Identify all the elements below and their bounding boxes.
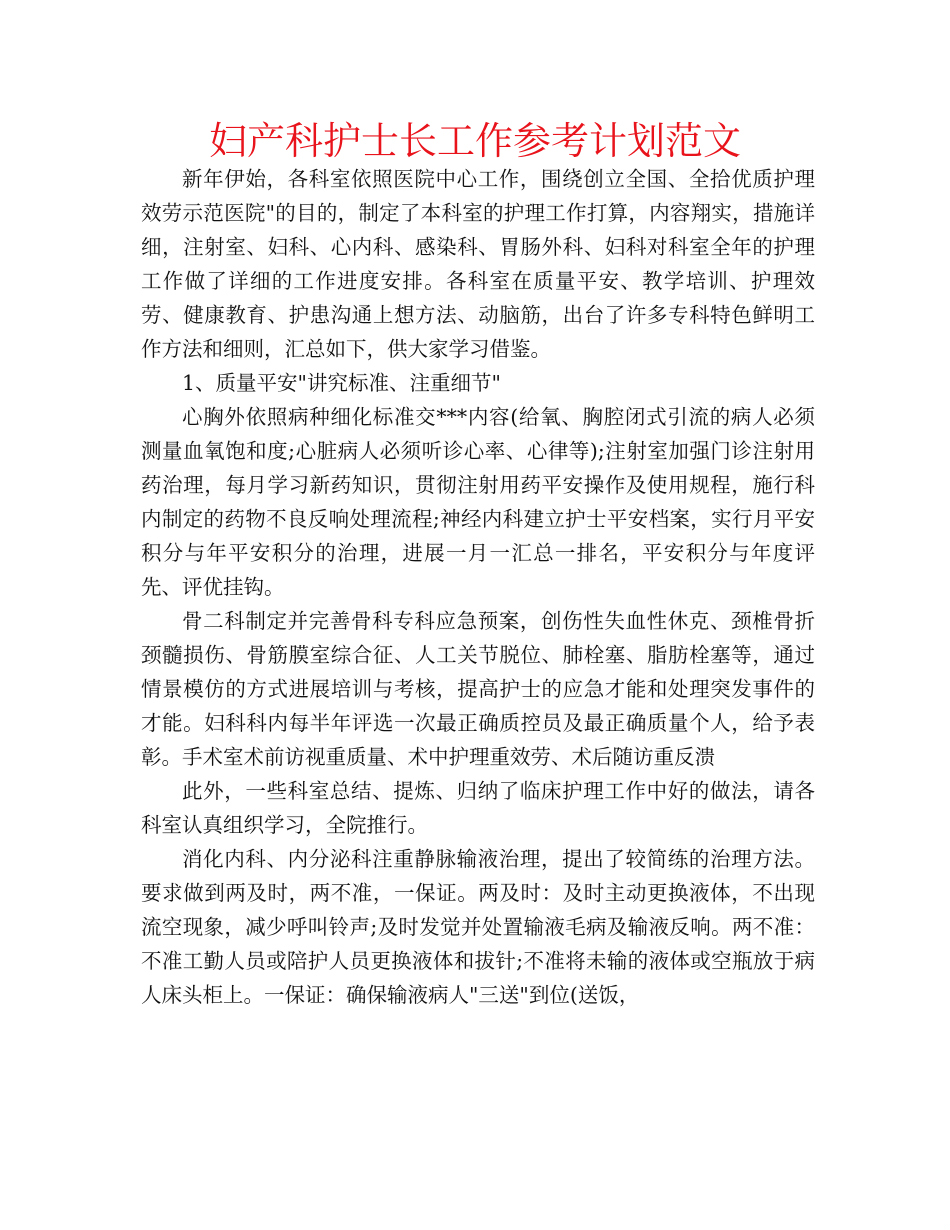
- document-title: 妇产科护士长工作参考计划范文: [208, 119, 741, 163]
- paragraph-infusion-management: 消化内科、内分泌科注重静脉输液治理，提出了较简练的治理方法。要求做到两及时，两不准，一保证。两及时：及时主动更换液体，不出现流空现象，减少呼叫铃声;及时发觉并处置输液毛病及输液反响。两不准：不准工勤人员或陪护人员更换液体和拔针;不准将未输的液体或空瓶放于病人床头柜上。一保证：确保输液病人"三送"到位(送饭，: [141, 847, 815, 1007]
- document-body: [141, 162, 815, 1012]
- paragraph-intro: 新年伊始，各科室依照医院中心工作，围绕创立全国、全拾优质护理效劳示范医院"的目的，制定了本科室的护理工作打算，内容翔实，措施详细，注射室、妇科、心内科、感染科、胃肠外科、妇科对科室全年的护理工作做了详细的工作进度安排。各科室在质量平安、教学培训、护理效劳、健康教育、护患沟通上想方法、动脑筋，出台了许多专科特色鲜明工作方法和细则，汇总如下，供大家学习借鉴。: [141, 167, 815, 361]
- paragraph-summary: 此外，一些科室总结、提炼、归纳了临床护理工作中好的做法，请各科室认真组织学习，全院推行。: [141, 779, 815, 837]
- section-heading-quality-safety: 1、质量平安"讲究标准、注重细节": [182, 371, 501, 395]
- paragraph-orthopedics: 骨二科制定并完善骨科专科应急预案，创伤性失血性休克、颈椎骨折颈髓损伤、骨筋膜室综合征、人工关节脱位、肺栓塞、脂肪栓塞等，通过情景模仿的方式进展培训与考核，提高护士的应急才能和处理突发事件的才能。妇科科内每半年评选一次最正确质控员及最正确质量个人，给予表彰。手术室术前访视重质量、术中护理重效劳、术后随访重反溃: [141, 609, 815, 769]
- paragraph-cardiothoracic: 心胸外依照病种细化标准交***内容(给氧、胸腔闭式引流的病人必须测量血氧饱和度;心脏病人必须听诊心率、心律等);注射室加强门诊注射用药治理，每月学习新药知识，贯彻注射用药平安操作及使用规程，施行科内制定的药物不良反响处理流程;神经内科建立护士平安档案，实行月平安积分与年平安积分的治理，进展一月一汇总一排名，平安积分与年度评先、评优挂钩。: [141, 405, 815, 599]
